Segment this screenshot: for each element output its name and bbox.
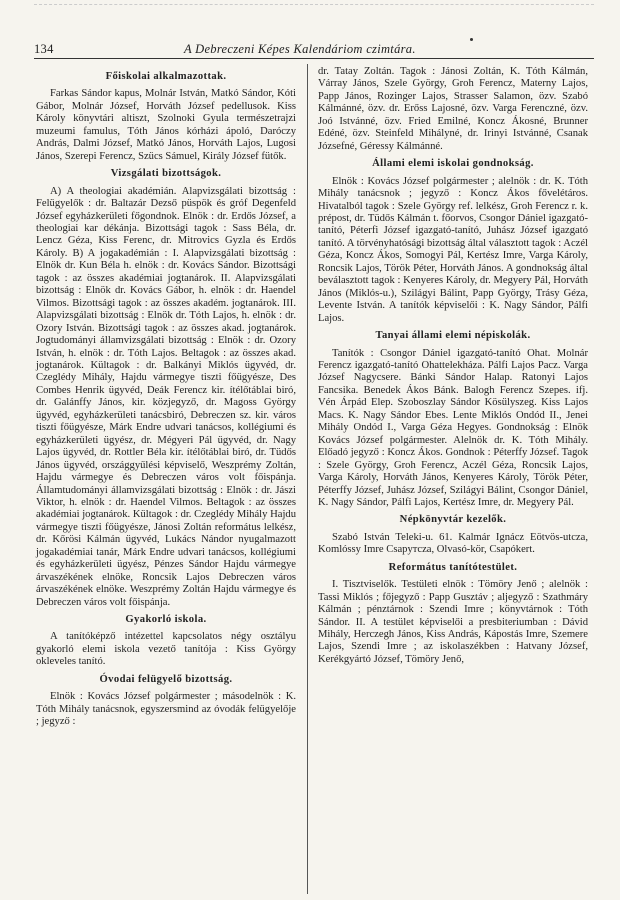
- running-header: [34, 42, 594, 62]
- section-heading: Gyakorló iskola.: [125, 614, 207, 626]
- section-heading: Vizsgálati bizottságok.: [110, 168, 222, 180]
- section-heading: Népkönyvtár kezelők.: [399, 514, 507, 526]
- section-heading: Református tanítótestület.: [388, 561, 518, 573]
- section-paragraph: I. Tisztviselők. Testületi elnök : Tömöry Jenő ; alelnök : Tassi Miklós ; főjegyző : Papp Gusztáv ; aljegyző : Szathmáry Kálmán ; pénztárnok : Szendi Imre ; könyvtárnok : Tóth Sándor. II. A testület képviselői a presbiteriumban : Dávid Mihály, Herczegh János, Kiss András, Kápostás Imre, Szemere Lajos, Szendi Imre ; az iskolaszékben : Hatvany József, Kerékgyártó József, Tömöry Jenő,: [318, 579, 588, 665]
- section-heading: Főiskolai alkalmazottak.: [105, 71, 227, 82]
- section-paragraph: Elnök : Kovács József polgármester ; másodelnök : K. Tóth Mihály tanácsnok, egyszersmind az óvodák felügyelője ; jegyző :: [36, 691, 296, 728]
- right-column: [318, 66, 588, 669]
- section-paragraph: A) A theologiai akadémián. Alapvizsgálati bizottság : Felügyelők : dr. Baltazár Dezső püspök és gróf Degenfeld József egyházkerületi főgondnok. Elnök : dr. Erdős József, a theologiai kar dékánja. Bizottsági tagok : Sass Béla, dr. Lencz Géza, Kiss Ferenc, dr. Mitrovics Gyzla és Erdős Károly. B) A jogakadémián : I. Alapvizsgálati bizottság : Elnök dr. Kun Béla h. elnök : dr. Kovács Sándor. Bizottsági tagok : az összes akadémiai jogtanárok. II. Alapvizsgálati bizottság : Elnök dr. Kovács Gábor, h. elnök : dr. Haendel Vilmos. Bizottsági tagok : az összes akadém. jogtanárok. III. Alapvizsgálati bizottság : Elnök dr. Tóth Lajos, h. elnök : dr. Ozory István. Bizottsági tagok : az összes akad. jogtanárok. Jogtudományi államvizsgálati bizottság : Elnök : dr. Ozory István, h. elnök : dr. Tóth Lajos. Beltagok : az összes akad. jogtanárok. Kültagok : dr. Balkányi Miklós ügyvéd, dr. Czeglédy Mihály, Hajdu vármegye tiszti főügyésze, Des Combes Henrik ügyvéd, Deák Ferencz kir. ítélőtáblai biró, dr. Galánffy János, kir. közjegyző, dr. Magoss György ügyvéd, egyházkerületi tanácsbiró, Debreczen sz. kir. város tiszti főügyésze, Márk Endre udvari tanácsos, kollégiumi és egyházkerületi ügyész, dr. Mégyeri Pál ügyvéd, dr. Nagy Lajos ügyvéd, dr. Rottler Béla kir. ítélőtáblai biró, dr. Tüdős János ügyvéd, országgyűlési képviselő, Weszprémy Zoltán, Hajdu vármegye és Debreczen város volt főispánja. Államtudományi államvizsgálati bizottság : Elnök : dr. Jászi Viktor, h. elnök : dr. Haendel Vilmos. Beltagok : az összes akadémiai jogtanárok. Kültagok : dr. Czeglédy Mihály Hajdu vármegye tiszti főügyésze, Jánosi Zoltán református lelkész, dr. Kőrösi Kálmán ügyvéd, Lukács Nándor nyugalmazott jogakadémiai tanár, Márk Endre udvari tanácsos, kollégiumi és egyházkerületi ügyész, Pénzes Sándor Hajdu vármegye árvaszékének elnöke, Roncsik Lajos Debreczen város árvaszékének elnöke. Weszprémy Zoltán Hajdu vármegye és Debreczen város volt főispánja.: [36, 185, 296, 608]
- section-heading: Állami elemi iskolai gondnokság.: [372, 158, 534, 170]
- page-number: 134: [34, 42, 54, 56]
- scan-edge-line: [34, 4, 594, 5]
- section-heading: Tanyai állami elemi népiskolák.: [375, 330, 531, 342]
- left-column: [36, 66, 296, 732]
- column-divider: [307, 64, 308, 894]
- section-heading: Óvodai felügyelő bizottság.: [99, 673, 233, 685]
- section-paragraph: dr. Tatay Zoltán. Tagok : Jánosi Zoltán, K. Tóth Kálmán, Várray János, Szele György, Groh Ferencz, Materny Lajos, Papp János, Rozinger Lajos, Strasser Salamon, özv. Szabó Kálmánné, özv. dr. Erőss Lajosné, özv. Varga Ferenczné, özv. Joó Istvánné, özv. Fried Emilné, Koncz Ákosné, Brunner Edéné, özv. Steinfeld Mihályné, dr. Irinyi Istvánné, Csanak Józsefné, Géressy Kálmánné.: [318, 66, 588, 152]
- running-title: A Debreczeni Képes Kalendáriom czimtára.: [184, 42, 416, 56]
- section-paragraph: A tanítóképző intézettel kapcsolatos négy osztályu gyakorló elemi iskola vezető tanítója : Kiss György okleveles tanító.: [36, 631, 296, 668]
- section-paragraph: Farkas Sándor kapus, Molnár István, Matkó Sándor, Kóti Gábor, Molnár József, Horváth József pedellusok. Kiss Károly könyvtári altiszt, Szolnoki Gyula természetrajzi muzeumi famulus, Tóth János kórházi ápoló, Daróczy András, Dalmi József, Matkó János, Horváth Lajos, Lugosi János, Szerepi Ferencz, Szücs Sámuel, Király József fütők.: [36, 88, 296, 162]
- section-paragraph: Elnök : Kovács József polgármester ; alelnök : dr. K. Tóth Mihály tanácsnok ; jegyző : Koncz Ákos fővelétáros. Hivatalból tagok : Szele György ref. lelkész, Groh Ferencz r. k. prépost, dr. Tüdős Kálmán t. főorvos, Csongor Dániel igazgató-tanító, Péterfi József igazgató-tanító, Juhász József igazgató tanító. A törvényhatósági bizottság által választott tagok : Aczél Géza, Koncz Ákos, Somogyi Pál, Kertész Imre, Varga Károly, Roncsik Lajos, Török Péter, Horváth János. A gondnokság által beválasztott tagok : Kenyeres Károly, dr. Megyery Pál, Horváth János (Miklós-u.), Szilágyi Bálint, Papp György, Trásy Géza, Levente István. A tanítók képviselői : K. Nagy Sándor, Pálfi Lajos.: [318, 175, 588, 324]
- section-paragraph: Tanítók : Csongor Dániel igazgató-tanító Ohat. Molnár Ferencz igazgató-tanító Ohattelekháza. Pálfi Lajos Pacz. Varga József Nagycsere. Bánki Sándor Halap. Ratonyi Lajos Fancsika. Benedek Ákos Bánk. Balogh Ferencz Szepes. ifj. Vén Árpád Elep. Szoboszlay Sándor Kösülyszeg. Kiss Lajos Macs. K. Nagy Sándor Ebes. Lente Miklós Ondód II., Jenei Mihály Ondód I., Varga Géza Hegyes. Gondnokság : Elnök Kovács József polgármester. Alelnök dr. K. Tóth Mihály. Előadó jegyző : Koncz Ákos. Gondnok : Péterffy József. Tagok : Szele György, Groh Ferencz, Aczél Géza, Roncsik Lajos, Varga Károly, Horváth János, Kenyeres Károly, Török Péter, Péterffy József, Juhász József, Szilágyi Bálint, Csongor Dániel, K. Nagy Sándor, Pálfi Lajos, Kertész Imre, dr. Megyery Pál.: [318, 347, 588, 508]
- section-paragraph: Szabó István Teleki-u. 61. Kalmár Ignácz Eötvös-utcza, Komlóssy Imre Csapутcza, Olvasó-kör, Csapókert.: [318, 531, 588, 556]
- ink-speck: [470, 38, 473, 41]
- header-rule: [34, 58, 594, 59]
